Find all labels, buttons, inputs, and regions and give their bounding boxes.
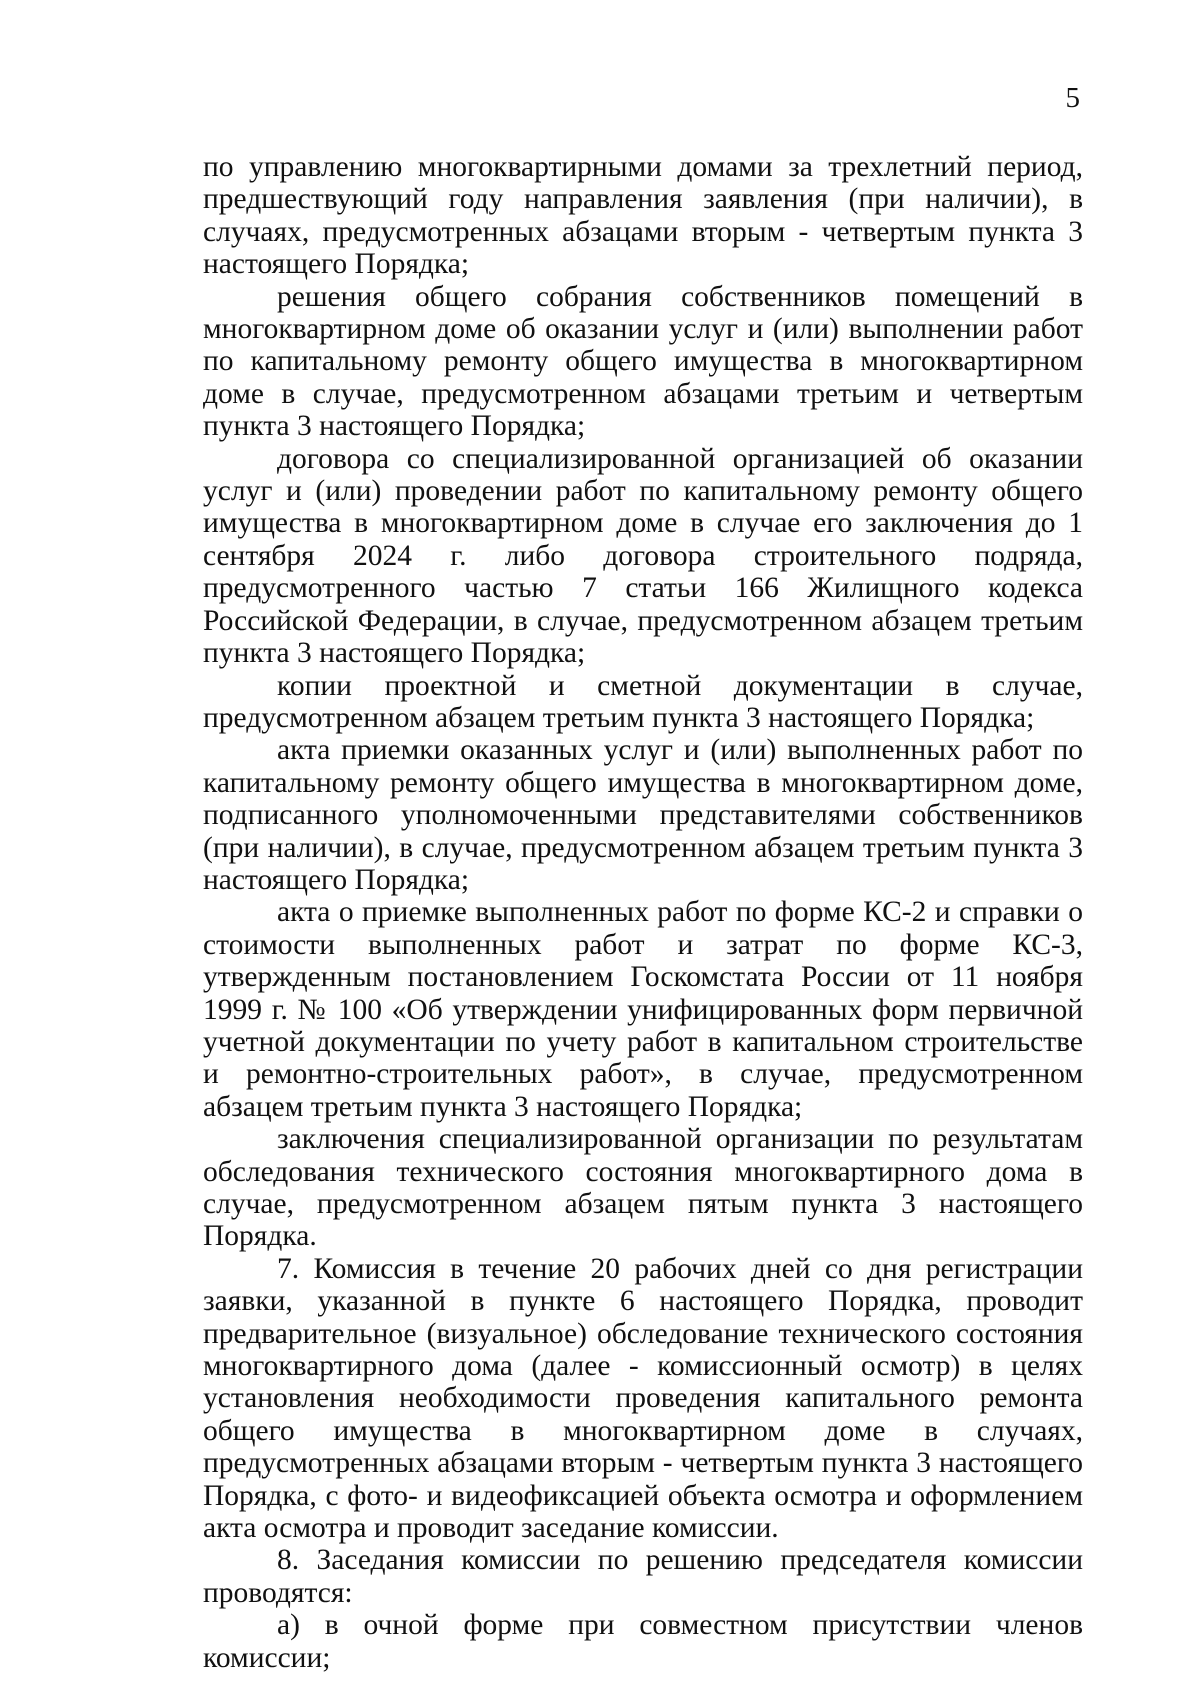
document-body	[203, 151, 1083, 1674]
page-number: 5	[1065, 82, 1080, 114]
paragraph-expert-conclusion: заключения специализированной организации по результатам обследования технического состояния многоквартирного дома в случае, предусмотренном абзацем пятым пункта 3 настоящего Порядка.	[203, 1123, 1083, 1253]
paragraph-design-docs: копии проектной и сметной документации в случае, предусмотренном абзацем третьим пункта 3 настоящего Порядка;	[203, 669, 1083, 734]
paragraph-continuation: по управлению многоквартирными домами за трехлетний период, предшествующий году направления заявления (при наличии), в случаях, предусмотренных абзацами вторым - четвертым пункта 3 настоящего Порядка;	[203, 151, 1083, 281]
paragraph-meeting-decision: решения общего собрания собственников помещений в многоквартирном доме об оказании услуг и (или) выполнении работ по капитальному ремонту общего имущества в многоквартирном доме в случае, предусмотренном абзацами третьим и четвертым пункта 3 настоящего Порядка;	[203, 280, 1083, 443]
paragraph-item-7: 7. Комиссия в течение 20 рабочих дней со дня регистрации заявки, указанной в пункте 6 настоящего Порядка, проводит предварительное (визуальное) обследование технического состояния многоквартирного дома (далее - комиссионный осмотр) в целях установления необходимости проведения капитального ремонта общего имущества в многоквартирном доме в случаях, предусмотренных абзацами вторым - четвертым пункта 3 настоящего Порядка, с фото- и видеофиксацией объекта осмотра и оформлением акта осмотра и проводит заседание комиссии.	[203, 1252, 1083, 1545]
paragraph-contract: договора со специализированной организацией об оказании услуг и (или) проведении работ по капитальному ремонту общего имущества в многоквартирном доме в случае его заключения до 1 сентября 2024 г. либо договора строительного подряда, предусмотренного частью 7 статьи 166 Жилищного кодекса Российской Федерации, в случае, предусмотренном абзацем третьим пункта 3 настоящего Порядка;	[203, 442, 1083, 670]
paragraph-item-8a: а) в очной форме при совместном присутствии членов комиссии;	[203, 1609, 1083, 1674]
paragraph-item-8: 8. Заседания комиссии по решению председателя комиссии проводятся:	[203, 1544, 1083, 1609]
paragraph-acceptance-act: акта приемки оказанных услуг и (или) выполненных работ по капитальному ремонту общего имущества в многоквартирном доме, подписанного уполномоченными представителями собственников (при наличии), в случае, предусмотренном абзацем третьим пункта 3 настоящего Порядка;	[203, 734, 1083, 896]
paragraph-ks2-ks3: акта о приемке выполненных работ по форме КС-2 и справки о стоимости выполненных работ и затрат по форме КС-3, утвержденным постановлением Госкомстата России от 11 ноября 1999 г. № 100 «Об утверждении унифицированных форм первичной учетной документации по учету работ в капитальном строительстве и ремонтно-строительных работ», в случае, предусмотренном абзацем третьим пункта 3 настоящего Порядка;	[203, 896, 1083, 1123]
